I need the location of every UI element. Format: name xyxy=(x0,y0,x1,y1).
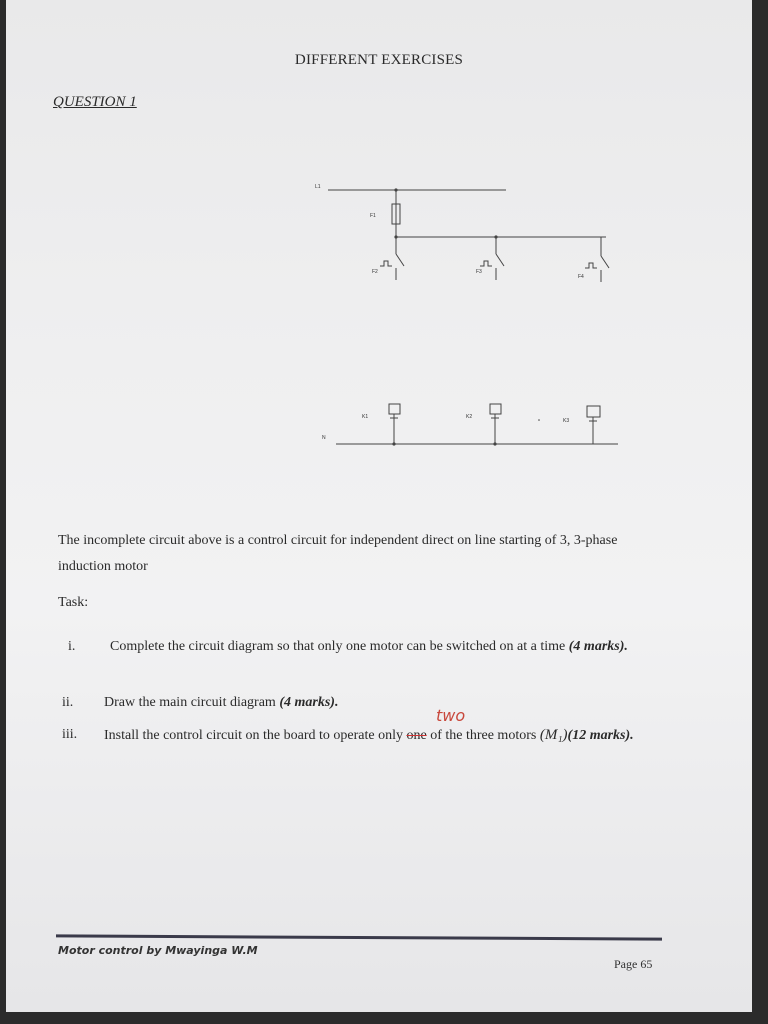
task-item-text: Complete the circuit diagram so that only one motor can be switched on at a time xyxy=(110,639,569,654)
document-page xyxy=(6,0,752,1012)
motor-symbol: (M₁) xyxy=(539,727,568,743)
k3-coil xyxy=(587,406,600,444)
n-label: N xyxy=(322,435,326,441)
task-item-text: Install the control circuit on the board to operate only xyxy=(104,728,407,743)
f4-label: F4 xyxy=(578,274,584,280)
k2-label: K2 xyxy=(466,414,473,420)
f4-overload-contact xyxy=(585,237,609,282)
page-number: Page 65 xyxy=(614,957,653,971)
struck-word: one xyxy=(406,728,427,743)
f2-label: F2 xyxy=(372,269,378,275)
task-label: Task: xyxy=(58,595,89,610)
task-item-2 xyxy=(62,690,662,716)
k1-label: K1 xyxy=(362,414,369,420)
question-heading: QUESTION 1 xyxy=(53,94,137,110)
f3-overload-contact xyxy=(480,237,504,280)
task-item-marks: (4 marks). xyxy=(279,695,339,710)
footer-rule xyxy=(56,934,662,940)
footer-author: Motor control by Mwayinga W.M xyxy=(58,944,258,957)
task-item-marks: (12 marks). xyxy=(567,728,634,743)
page-title: DIFFERENT EXERCISES xyxy=(294,52,464,68)
l1-label: L1 xyxy=(315,184,321,190)
k2-coil xyxy=(490,404,501,444)
task-item-text-wrap xyxy=(104,722,664,749)
control-circuit-diagram xyxy=(6,0,752,470)
task-item-text-continued: of the three motors xyxy=(426,728,540,743)
task-item-number: i. xyxy=(68,639,76,654)
handwritten-correction: two xyxy=(436,706,466,725)
task-item-text: Draw the main circuit diagram xyxy=(104,695,280,710)
description-paragraph: The incomplete circuit above is a control circuit for independent direct on line starting of 3, 3-phase induction motor xyxy=(58,533,618,574)
f1-label: F1 xyxy=(370,213,376,219)
task-item-text-wrap xyxy=(110,634,670,660)
task-item-1 xyxy=(68,634,668,686)
task-item-3 xyxy=(62,722,668,774)
f3-label: F3 xyxy=(476,269,482,275)
task-item-text-wrap xyxy=(104,690,664,716)
task-item-number: ii. xyxy=(62,695,74,710)
k1-coil xyxy=(389,404,400,444)
f2-overload-contact xyxy=(380,237,404,280)
task-item-number: iii. xyxy=(62,727,78,742)
task-item-marks: (4 marks). xyxy=(568,639,628,654)
k3-label: K3 xyxy=(563,418,570,424)
